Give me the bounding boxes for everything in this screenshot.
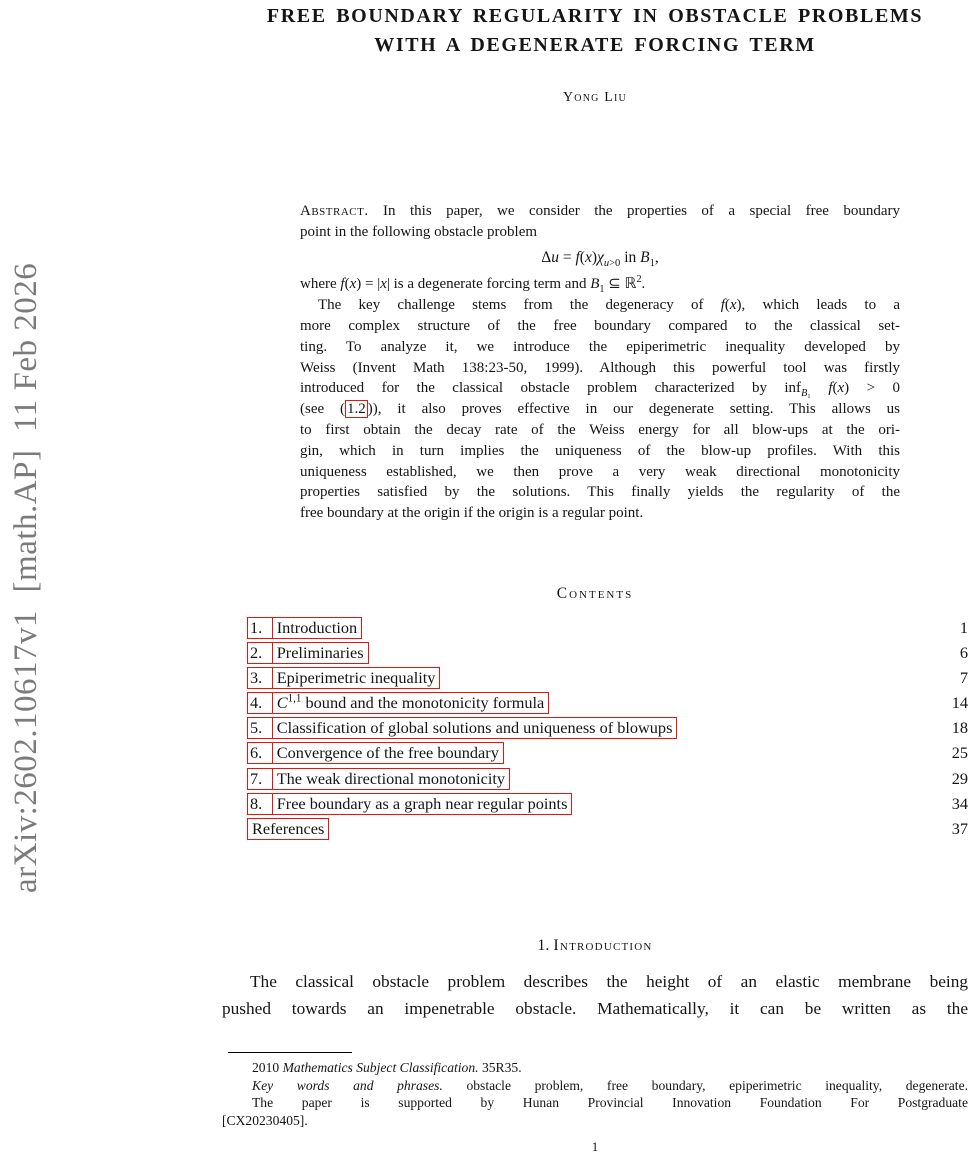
section-heading [222,937,968,955]
abstract-line: to first obtain the decay rate of the Weiss energy for all blow-ups at the ori- [300,421,900,438]
toc-entry [247,642,968,667]
toc-entry [247,717,968,742]
table-of-contents [247,617,968,843]
contents-heading: Contents [556,585,634,602]
toc-page-number: 18 [951,718,968,738]
abstract-block [300,201,900,524]
display-equation: $\Delta u = f(x)\chi_{u>0}$ in $B_1$, [541,248,659,269]
toc-number-link[interactable]: 5. [247,717,273,739]
footnote-line: The paper is supported by Hunan Provincial Innovation Foundation For Postgraduate [252,1095,968,1111]
toc-page-number: 1 [959,618,968,637]
toc-link[interactable]: The weak directional monotonicity [272,768,510,790]
toc-entry [247,768,968,793]
footnotes [222,1059,968,1129]
footnote-line: [CX20230405]. [222,1112,308,1128]
toc-number-link[interactable]: 6. [247,742,273,764]
toc-number-link[interactable]: 3. [247,667,273,689]
abstract-line: The key challenge stems from the degeneracy of f(x), which leads to a [318,297,900,314]
toc-page-number: 7 [959,668,968,688]
toc-page-number: 29 [951,768,968,788]
toc-number-link[interactable]: 1. [247,617,273,639]
toc-number-link[interactable]: 7. [247,768,273,790]
abstract-line: introduced for the classical obstacle problem characterized by inf$_{B_1}$ f(x) > 0 [300,380,901,400]
introduction-paragraph [222,969,968,1022]
paper-content [222,0,968,1165]
footnote-line: Key words and phrases. obstacle problem, free boundary, epiperimetric inequality, degenerate. [252,1077,968,1093]
toc-entry [247,742,968,767]
author-name: Yong Liu [563,90,627,105]
footnote-line: 2010 Mathematics Subject Classification. 35R35. [252,1060,522,1075]
toc-entry [247,818,968,843]
paper-title-line1: FREE BOUNDARY REGULARITY IN OBSTACLE PROBLEMS [266,5,924,27]
arxiv-watermark: arXiv:2602.10617v1 [math.AP] 11 Feb 2026 [8,262,44,893]
toc-link[interactable]: Free boundary as a graph near regular points [272,793,573,815]
abstract-line: Abstract. In this paper, we consider the properties of a special free boundary [300,203,900,219]
abstract-label: Abstract. [300,203,369,219]
paper-title-line2: WITH A DEGENERATE FORCING TERM [374,34,816,56]
abstract-line: point in the following obstacle problem [300,223,538,240]
toc-link[interactable]: Classification of global solutions and uniqueness of blowups [272,717,678,739]
toc-link[interactable]: Preliminaries [272,642,369,664]
toc-link[interactable]: Introduction [272,617,362,639]
abstract-line: gin, which in turn implies the uniqueness of the blow-up profiles. With this [300,442,900,459]
toc-entry [247,793,968,818]
abstract-line: where f(x) = |x| is a degenerate forcing term and $B_1$ ⊆ ℝ$^2$. [300,274,646,296]
toc-number-link[interactable]: 8. [247,793,273,815]
paper-title [222,2,968,60]
footnote-rule [228,1052,352,1053]
abstract-line: uniqueness established, we then prove a very weak directional monotonicity [300,463,900,480]
section-title: Introduction [553,937,653,954]
toc-entry [247,692,968,717]
eq-ref-link[interactable]: 1.2 [347,401,366,418]
paragraph-line: The classical obstacle problem describes the height of an elastic membrane being [250,972,968,991]
toc-link[interactable]: Convergence of the free boundary [272,742,504,764]
toc-entry [247,617,968,642]
toc-link[interactable]: Epiperimetric inequality [272,667,441,689]
toc-page-number: 34 [951,793,968,813]
toc-link[interactable]: References [247,818,329,840]
toc-page-number: 25 [951,743,968,763]
abstract-line: (see ( 1.2 )), it also proves effective in our degenerate setting. This allows us [300,401,900,418]
abstract-line: properties satisfied by the solutions. This finally yields the regularity of the [300,484,900,501]
toc-link[interactable]: C$^{1,1}$ bound and the monotonicity formula [272,692,550,714]
toc-number-link[interactable]: 2. [247,642,273,664]
abstract-line: more complex structure of the free boundary compared to the classical set- [300,317,900,334]
paragraph-line: pushed towards an impenetrable obstacle. Mathematically, it can be written as the [222,998,968,1018]
toc-entry [247,667,968,692]
toc-page-number: 6 [959,643,968,663]
toc-number-link[interactable]: 4. [247,692,273,714]
toc-page-number: 14 [951,693,968,713]
abstract-line: free boundary at the origin if the origin is a regular point. [300,505,644,522]
toc-page-number: 37 [951,818,968,838]
section-number: 1. [537,937,550,954]
page-number: 1 [591,1139,599,1154]
abstract-line: ting. To analyze it, we introduce the epiperimetric inequality developed by [300,338,900,355]
abstract-line: Weiss (Invent Math 138:23-50, 1999). Although this powerful tool was firstly [300,359,900,376]
